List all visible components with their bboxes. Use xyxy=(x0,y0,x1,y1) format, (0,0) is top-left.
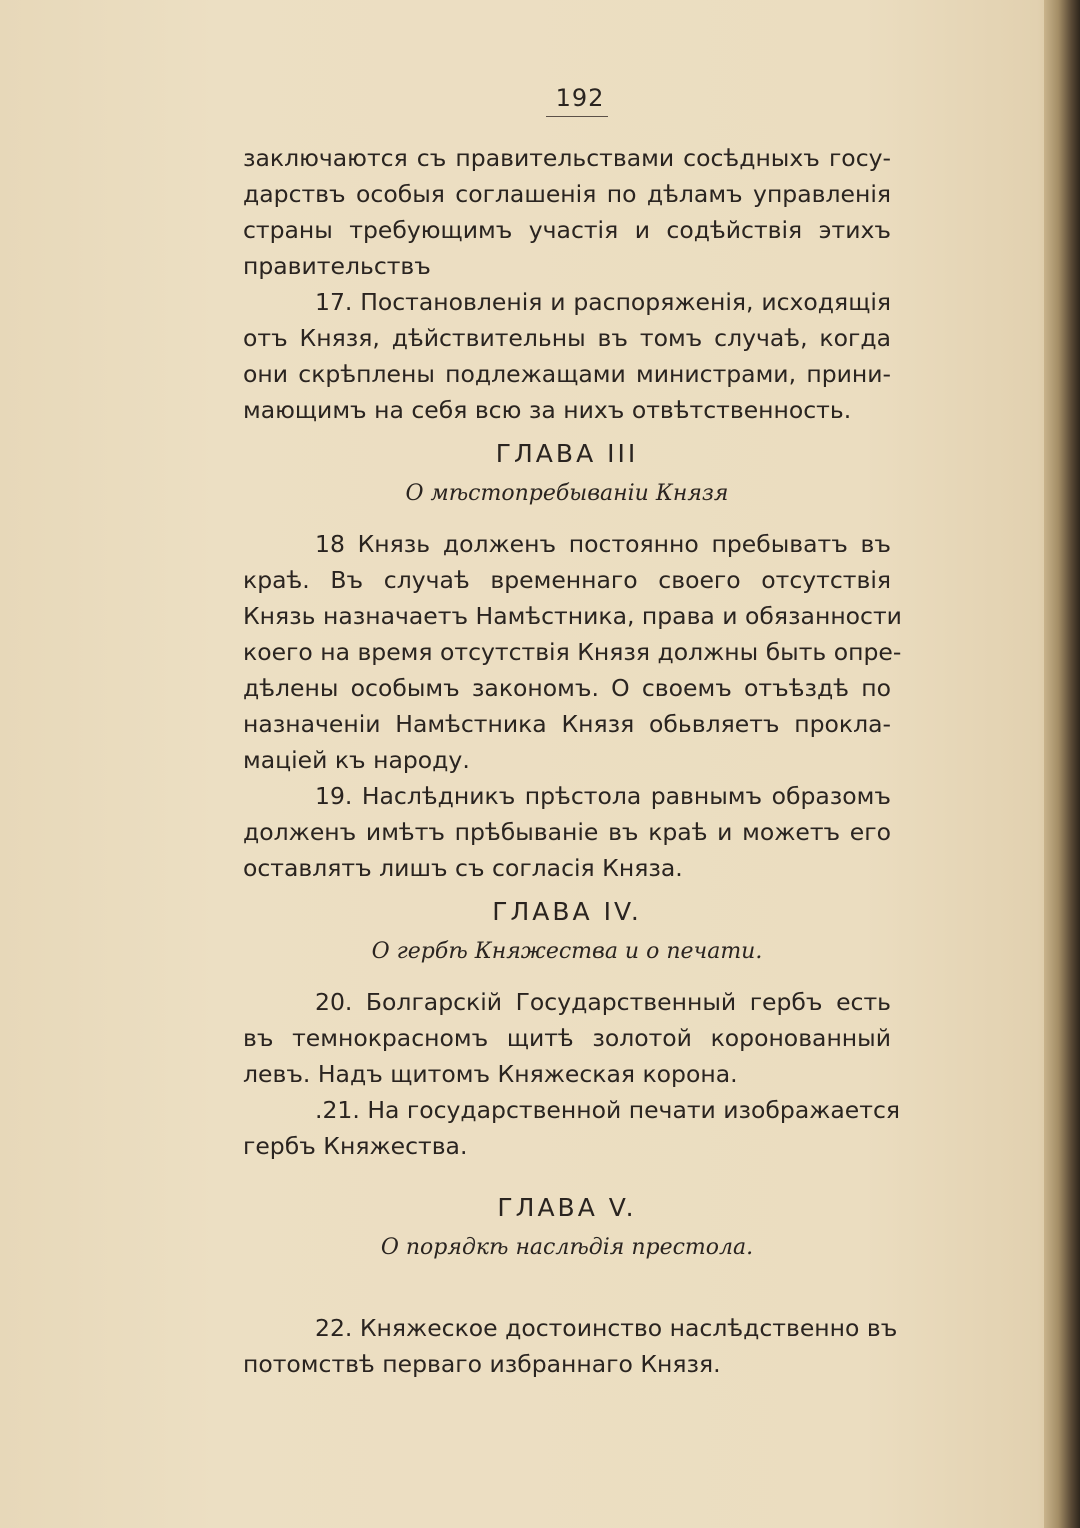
page-edge-shadow xyxy=(1044,0,1080,1528)
page-number: 192 xyxy=(555,84,605,112)
text-line: заключаются съ правительствами сосѣдныхъ госу- xyxy=(243,144,891,172)
text-line: краѣ. Въ случаѣ временнаго своего отсутствія xyxy=(243,566,891,594)
text-line: назначеніи Намѣстника Князя обьвляетъ прокла- xyxy=(243,710,891,738)
chapter-subtitle: О мѣстопребываніи Князя xyxy=(405,481,729,506)
text-line: левъ. Надъ щитомъ Княжеская корона. xyxy=(243,1060,738,1088)
text-line: коего на время отсутствія Князя должны быть опре- xyxy=(243,638,902,666)
chapter-subtitle: О порядкѣ наслѣдія престола. xyxy=(380,1235,754,1260)
text-line: отъ Князя, дѣйствительны въ томъ случаѣ, когда xyxy=(243,324,891,352)
text-line: потомствѣ перваго избраннаго Князя. xyxy=(243,1350,721,1378)
article-18-line: 18 Князь долженъ постоянно пребыватъ въ xyxy=(315,530,891,558)
article-21-line: .21. На государственной печати изображается xyxy=(315,1096,901,1124)
text-line: Князь назначаетъ Намѣстника, права и обязанности xyxy=(243,602,902,630)
text-line: дарствъ особыя соглашенія по дѣламъ управленія xyxy=(243,180,891,208)
article-20-line: 20. Болгарскій Государственный гербъ есть xyxy=(315,988,891,1016)
text-line: гербъ Княжества. xyxy=(243,1132,468,1160)
text-line: страны требующимъ участія и содѣйствія этихъ xyxy=(243,216,891,244)
text-line: маціей къ народу. xyxy=(243,746,470,774)
page-number-underline xyxy=(546,116,608,117)
text-line: долженъ имѣтъ прѣбываніе въ краѣ и можетъ его xyxy=(243,818,891,846)
text-line: они скрѣплены подлежащами министрами, прини- xyxy=(243,360,891,388)
text-line: дѣлены особымъ закономъ. О своемъ отъѣздѣ по xyxy=(243,674,891,702)
chapter-heading: ГЛАВА III xyxy=(495,439,639,468)
text-line: мающимъ на себя всю за нихъ отвѣтственность. xyxy=(243,396,852,424)
article-22-line: 22. Княжеское достоинство наслѣдственно въ xyxy=(315,1314,898,1342)
text-line: въ темнокрасномъ щитѣ золотой коронованный xyxy=(243,1024,891,1052)
text-line: оставлятъ лишъ съ согласія Княза. xyxy=(243,854,683,882)
text-line: правительствъ xyxy=(243,252,431,280)
article-17-line: 17. Постановленія и распоряженія, исходящія xyxy=(315,288,891,316)
body-text xyxy=(243,140,902,1382)
article-19-line: 19. Наслѣдникъ прѣстола равнымъ образомъ xyxy=(315,782,891,810)
chapter-heading: ГЛАВА V. xyxy=(497,1193,637,1222)
chapter-subtitle: О гербѣ Княжества и о печати. xyxy=(371,939,763,964)
chapter-heading: ГЛАВА IV. xyxy=(492,897,642,926)
